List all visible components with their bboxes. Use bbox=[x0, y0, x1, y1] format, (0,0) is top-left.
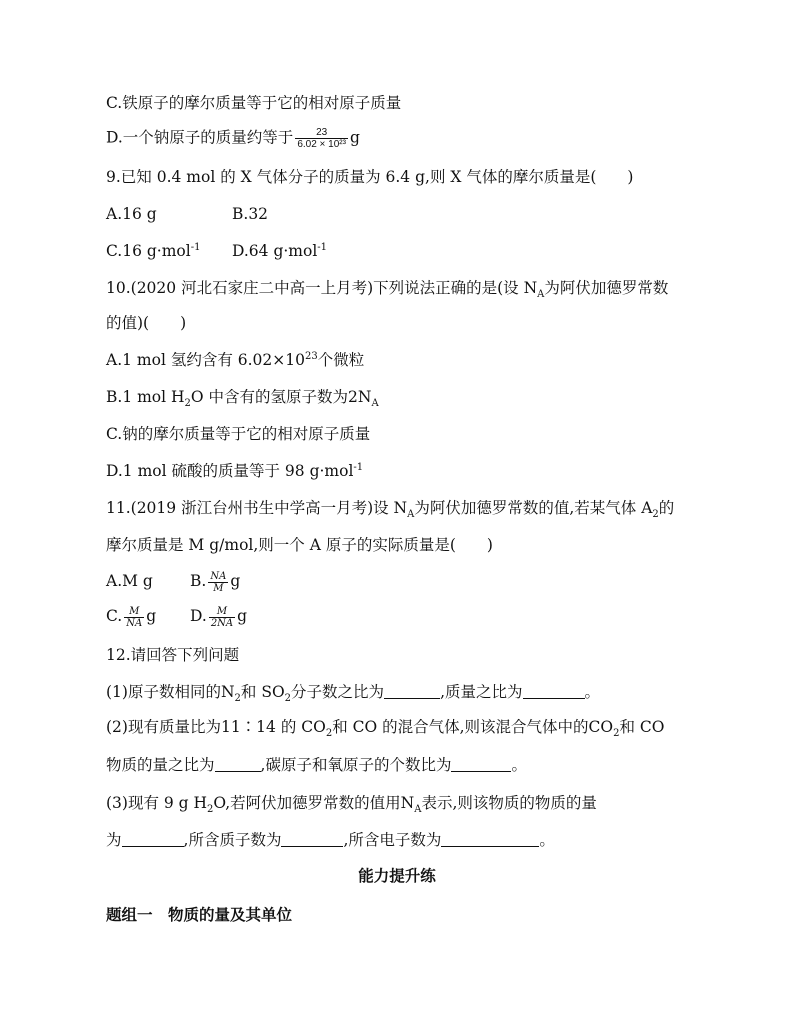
q12-part3-line2 bbox=[106, 830, 754, 850]
q10-option-b-text1: B.1 mol H bbox=[106, 388, 185, 406]
q11-option-d-label: D. bbox=[190, 607, 207, 625]
q11-stem-line1 bbox=[106, 498, 754, 521]
q11-option-d-numerator: M bbox=[216, 605, 228, 617]
q10-option-b-text2: O 中含有的氢原子数为2N bbox=[190, 388, 372, 406]
q12-part1 bbox=[106, 682, 754, 705]
q9-option-a: A.16 g bbox=[106, 205, 157, 223]
q11-option-b-numerator: NA bbox=[210, 570, 227, 582]
q10-option-a-text2: 个微粒 bbox=[317, 351, 365, 369]
q10-option-d-sup: -1 bbox=[353, 461, 364, 473]
q11-option-b-denominator: M bbox=[208, 582, 228, 594]
q11-option-d-unit: g bbox=[237, 607, 248, 625]
q12-part2-text6: 。 bbox=[511, 756, 527, 774]
q12-part3-blank1[interactable] bbox=[122, 832, 184, 847]
q10-stem-sub: A bbox=[537, 289, 545, 301]
q12-part3-sub2: A bbox=[414, 804, 422, 816]
q10-option-d-text: D.1 mol 硫酸的质量等于 98 g·mol bbox=[106, 462, 354, 480]
q12-part1-text3: 分子数之比为 bbox=[291, 683, 385, 701]
q11-options-row2 bbox=[106, 603, 754, 629]
q12-part2-text2: 和 CO 的混合气体,则该混合气体中的CO bbox=[332, 718, 614, 736]
q9-option-d bbox=[232, 241, 327, 261]
q9-option-c bbox=[106, 242, 200, 260]
q12-part2-line2 bbox=[106, 755, 754, 775]
q12-part1-sub1: 2 bbox=[234, 693, 241, 705]
q8-option-d-text: D.一个钠原子的质量约等于 bbox=[106, 128, 294, 147]
q12-part3-text1: (3)现有 9 g H bbox=[106, 794, 208, 812]
q12-part3-line1 bbox=[106, 793, 754, 816]
q12-part1-text4: ,质量之比为 bbox=[440, 683, 523, 701]
q12-part1-text2: 和 SO bbox=[240, 683, 285, 701]
q10-option-b-sub1: 2 bbox=[184, 398, 191, 410]
q9-option-b: B.32 bbox=[232, 205, 269, 223]
q12-stem: 12.请回答下列问题 bbox=[106, 646, 240, 664]
q9-option-c-text: C.16 g·mol bbox=[106, 242, 191, 260]
q9-options-row1 bbox=[106, 204, 754, 224]
q10-option-a bbox=[106, 350, 754, 370]
q10-option-b bbox=[106, 387, 754, 410]
q12-part1-sub2: 2 bbox=[284, 693, 292, 705]
q11-option-c-numerator: M bbox=[129, 605, 140, 617]
q8-unit: g bbox=[349, 128, 360, 147]
q11-option-d-denominator: 2NA bbox=[210, 617, 234, 629]
q12-part1-blank1[interactable] bbox=[384, 684, 440, 699]
q11-option-c-label: C. bbox=[106, 607, 123, 625]
q12-part2-text4: 物质的量之比为 bbox=[106, 756, 215, 774]
q12-part1-text1: (1)原子数相同的N bbox=[106, 683, 235, 701]
q11-option-a: A.M g bbox=[106, 572, 153, 590]
q11-stem-text2: 为阿伏加德罗常数的值,若某气体 A bbox=[414, 499, 653, 517]
q12-part2-blank1[interactable] bbox=[215, 757, 261, 772]
q10-stem-line2: 的值)( ) bbox=[106, 314, 187, 332]
q12-part2-sub1: 2 bbox=[325, 728, 333, 740]
q10-option-a-sup: 23 bbox=[304, 350, 318, 362]
q12-part2-blank2[interactable] bbox=[451, 757, 511, 772]
q11-options-row1 bbox=[106, 568, 754, 594]
q11-stem-sub-a: A bbox=[407, 509, 415, 521]
section-title: 能力提升练 bbox=[358, 867, 436, 885]
q8-fraction-numerator: 23 bbox=[316, 127, 328, 138]
q12-part3-blank2[interactable] bbox=[281, 832, 343, 847]
q8-option-c: C.铁原子的摩尔质量等于它的相对原子质量 bbox=[106, 94, 402, 112]
q10-stem-line1 bbox=[106, 278, 754, 301]
q12-part2-line1 bbox=[106, 717, 754, 740]
q8-fraction bbox=[295, 127, 348, 150]
q10-stem-text1: 10.(2020 河北石家庄二中高一上月考)下列说法正确的是(设 N bbox=[106, 279, 538, 297]
group-title: 题组一 物质的量及其单位 bbox=[106, 906, 293, 924]
q12-part2-text1: (2)现有质量比为11∶14 的 CO bbox=[106, 718, 326, 736]
q11-option-d bbox=[190, 603, 247, 629]
q11-option-b bbox=[190, 568, 240, 594]
q12-part1-blank2[interactable] bbox=[523, 684, 585, 699]
q11-option-c-fraction bbox=[124, 606, 144, 629]
q10-stem-text2: 为阿伏加德罗常数 bbox=[544, 279, 669, 297]
q12-part3-text2: O,若阿伏加德罗常数的值用N bbox=[213, 794, 415, 812]
q11-stem-text1: 11.(2019 浙江台州书生中学高一月考)设 N bbox=[106, 499, 408, 517]
q9-options-row2 bbox=[106, 241, 754, 261]
q9-option-c-sup: -1 bbox=[190, 241, 201, 253]
q11-option-c bbox=[106, 605, 157, 629]
q11-stem-sub-2: 2 bbox=[652, 509, 659, 521]
q11-stem-text3: 的 bbox=[658, 499, 675, 517]
q12-part2-text5: ,碳原子和氧原子的个数比为 bbox=[260, 756, 452, 774]
q10-option-a-text1: A.1 mol 氢约含有 6.02×10 bbox=[106, 351, 305, 369]
q11-option-c-unit: g bbox=[146, 607, 157, 625]
q11-option-b-label: B. bbox=[190, 572, 207, 590]
q9-stem: 9.已知 0.4 mol 的 X 气体分子的质量为 6.4 g,则 X 气体的摩尔质量是( ) bbox=[106, 168, 634, 186]
q12-part1-text5: 。 bbox=[584, 683, 601, 701]
q11-stem-line2: 摩尔质量是 M g/mol,则一个 A 原子的实际质量是( ) bbox=[106, 536, 493, 554]
q11-option-b-unit: g bbox=[230, 572, 241, 590]
q9-option-d-sup: -1 bbox=[317, 241, 328, 253]
q12-part3-sub1: 2 bbox=[207, 804, 214, 816]
q12-part3-text6: ,所含电子数为 bbox=[343, 831, 442, 849]
q12-part2-sub2: 2 bbox=[613, 728, 620, 740]
q12-part3-blank3[interactable] bbox=[441, 832, 539, 847]
q8-fraction-denominator: 6.02 × 10²³ bbox=[297, 139, 346, 150]
q8-option-d bbox=[106, 127, 754, 150]
q12-part3-text7: 。 bbox=[539, 831, 555, 849]
q11-option-d-fraction bbox=[209, 606, 235, 629]
q12-part3-text3: 表示,则该物质的物质的量 bbox=[421, 794, 597, 812]
q10-option-d bbox=[106, 461, 754, 481]
q12-part3-text4: 为 bbox=[106, 831, 122, 849]
q10-option-c: C.钠的摩尔质量等于它的相对原子质量 bbox=[106, 425, 371, 443]
q11-option-c-denominator: NA bbox=[126, 617, 143, 629]
q11-option-b-fraction bbox=[208, 571, 228, 594]
q12-part2-text3: 和 CO bbox=[619, 718, 665, 736]
q10-option-b-sub2: A bbox=[371, 398, 379, 410]
q9-option-d-text: D.64 g·mol bbox=[232, 242, 318, 260]
q12-part3-text5: ,所含质子数为 bbox=[183, 831, 282, 849]
